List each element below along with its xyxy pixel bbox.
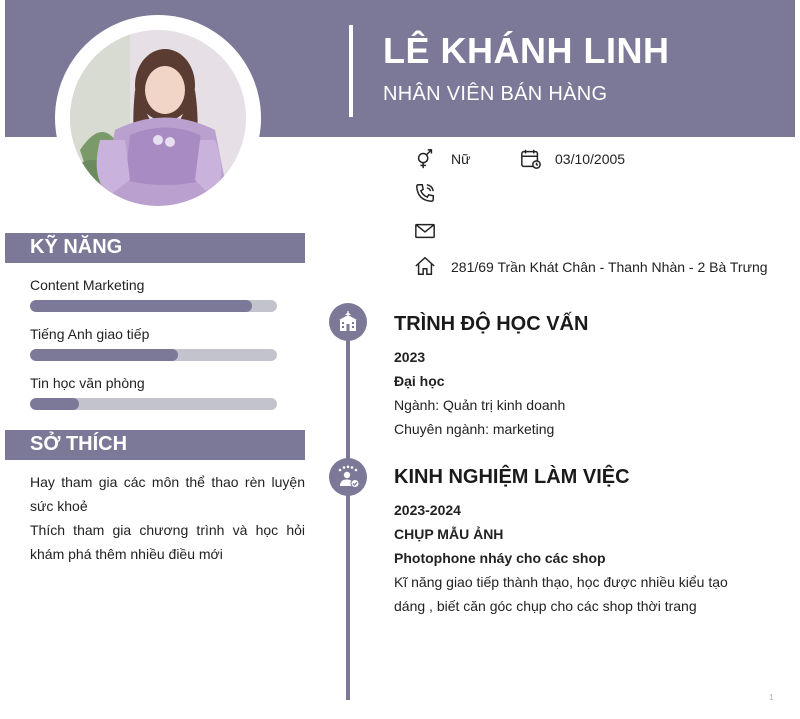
calendar-icon	[520, 148, 542, 170]
skill-bar-track	[30, 398, 277, 410]
skill-bar-fill	[30, 300, 252, 312]
education-degree: Đại học	[394, 373, 445, 389]
skill-bar-fill	[30, 349, 178, 361]
education-major: Ngành: Quản trị kinh doanh	[394, 397, 566, 413]
address-value: 281/69 Trần Khát Chân - Thanh Nhàn - 2 Bà Trưng	[451, 259, 768, 275]
school-icon	[329, 303, 367, 341]
birthday-value: 03/10/2005	[555, 151, 626, 167]
hobbies-title: SỞ THÍCH	[30, 433, 128, 455]
skill-label: Tiếng Anh giao tiếp	[30, 326, 150, 342]
experience-position: CHỤP MẪU ẢNH	[394, 526, 504, 542]
education-specialization: Chuyên ngành: marketing	[394, 421, 555, 437]
skills-title: KỸ NĂNG	[30, 236, 123, 258]
skill-label: Content Marketing	[30, 277, 145, 293]
skills-section-title	[5, 233, 305, 263]
mail-icon	[414, 220, 436, 242]
page-number: 1	[769, 693, 774, 702]
experience-period: 2023-2024	[394, 502, 461, 518]
skill-bar-track	[30, 349, 277, 361]
experience-title: KINH NGHIỆM LÀM VIỆC	[394, 466, 630, 488]
hobbies-section-title	[5, 430, 305, 460]
gender-value: Nữ	[451, 151, 471, 167]
skill-bar-track	[30, 300, 277, 312]
hobby-item: Thích tham gia chương trình và học hỏi khám phá thêm nhiều điều mới	[30, 522, 305, 562]
home-icon	[414, 255, 436, 277]
job-title: NHÂN VIÊN BÁN HÀNG	[383, 83, 608, 105]
rated-user-icon	[329, 458, 367, 496]
timeline-line	[346, 320, 350, 700]
candidate-name: LÊ KHÁNH LINH	[383, 30, 670, 71]
skill-bar-fill	[30, 398, 79, 410]
education-year: 2023	[394, 349, 426, 365]
experience-description: Kĩ năng giao tiếp thành thạo, học được nhiều kiểu tạo dáng , biết căn góc chụp cho các shop thời trang	[394, 574, 728, 614]
hobby-item: Hay tham gia các môn thể thao rèn luyện sức khoẻ	[30, 474, 305, 514]
phone-icon	[414, 182, 436, 204]
gender-icon	[414, 148, 436, 170]
education-title: TRÌNH ĐỘ HỌC VẤN	[394, 313, 589, 335]
header-divider	[349, 25, 353, 117]
avatar	[70, 30, 246, 206]
skill-label: Tin học văn phòng	[30, 375, 145, 391]
experience-company: Photophone nháy cho các shop	[394, 550, 606, 566]
